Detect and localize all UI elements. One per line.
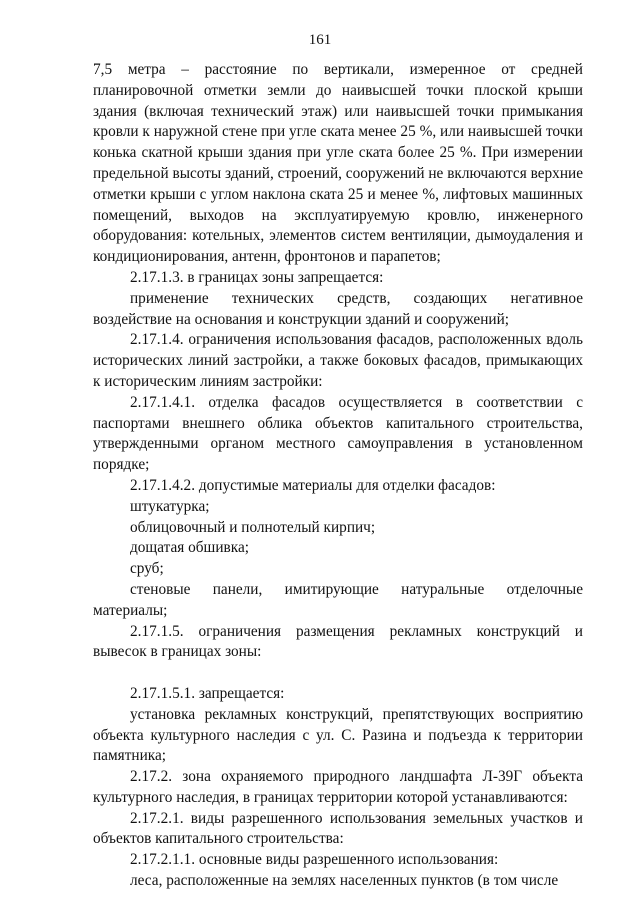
list-item: сруб; [130,560,164,578]
document-body [93,60,583,892]
list-item: стеновые панели, имитирующие натуральные отделочные материалы; [93,580,583,619]
paragraph-zone-prohibitions: 2.17.1.3. в границах зоны запрещается: [130,268,384,286]
paragraph-landscape-zone: 2.17.2. зона охраняемого природного ландшафта Л-39Г объекта культурного наследия, в границах территории которой устанавливаются: [93,768,583,806]
paragraph-advertising-restrictions: 2.17.1.5. ограничения размещения рекламных конструкций и вывесок в границах зоны: [93,622,583,661]
paragraph-technical-means: применение технических средств, создающих негативное воздействие на основания и конструкции зданий и сооружений; [93,289,583,328]
paragraph-allowed-materials: 2.17.1.4.2. допустимые материалы для отделки фасадов: [130,476,496,494]
page-number: 161 [308,32,332,48]
paragraph-facade-restrictions: 2.17.1.4. ограничения использования фасадов, расположенных вдоль исторических линий застройки, а также боковых фасадов, примыкающих к историческим линиям застройки: [93,331,583,390]
paragraph-permitted-use: 2.17.2.1. виды разрешенного использования земельных участков и объектов капитального строительства: [93,809,583,848]
list-item: облицовочный и полнотелый кирпич; [130,518,376,536]
paragraph-facade-finishing: 2.17.1.4.1. отделка фасадов осуществляется в соответствии с паспортами внешнего облика объектов капитального строительства, утвержденными органом местного самоуправления в установленном порядке; [93,393,583,474]
paragraph-advertising-installation: установка рекламных конструкций, препятствующих восприятию объекта культурного наследия с ул. С. Разина и подъезда к территории памятника; [93,705,583,765]
paragraph-main-use-types: 2.17.2.1.1. основные виды разрешенного использования: [130,851,499,869]
paragraph-advertising-prohibited: 2.17.1.5.1. запрещается: [130,684,285,702]
list-item: дощатая обшивка; [130,539,249,557]
blank-line [93,663,583,684]
list-item: штукатурка; [130,497,210,515]
paragraph-forests: леса, расположенные на землях населенных пунктов (в том числе [130,872,559,890]
paragraph-height-definition: 7,5 метра – расстояние по вертикали, измеренное от средней планировочной отметки земли до наивысшей точки плоской крыши здания (включая технический этаж) или наивысшей точки примыкания кровли к наружной стене при угле ската менее 25 %, или наивысшей точки конька скатной крыши здания при угле ската более 25 %. При измерении предельной высоты зданий, строений, сооружений не включаются верхние отметки крыши с углом наклона ската 25 и менее %, лифтовых машинных помещений, выходов на эксплуатируемую кровлю, инженерного оборудования: котельных, элементов систем вентиляции, дымоудаления и кондиционирования, антенн, фронтонов и парапетов; [93,61,583,266]
